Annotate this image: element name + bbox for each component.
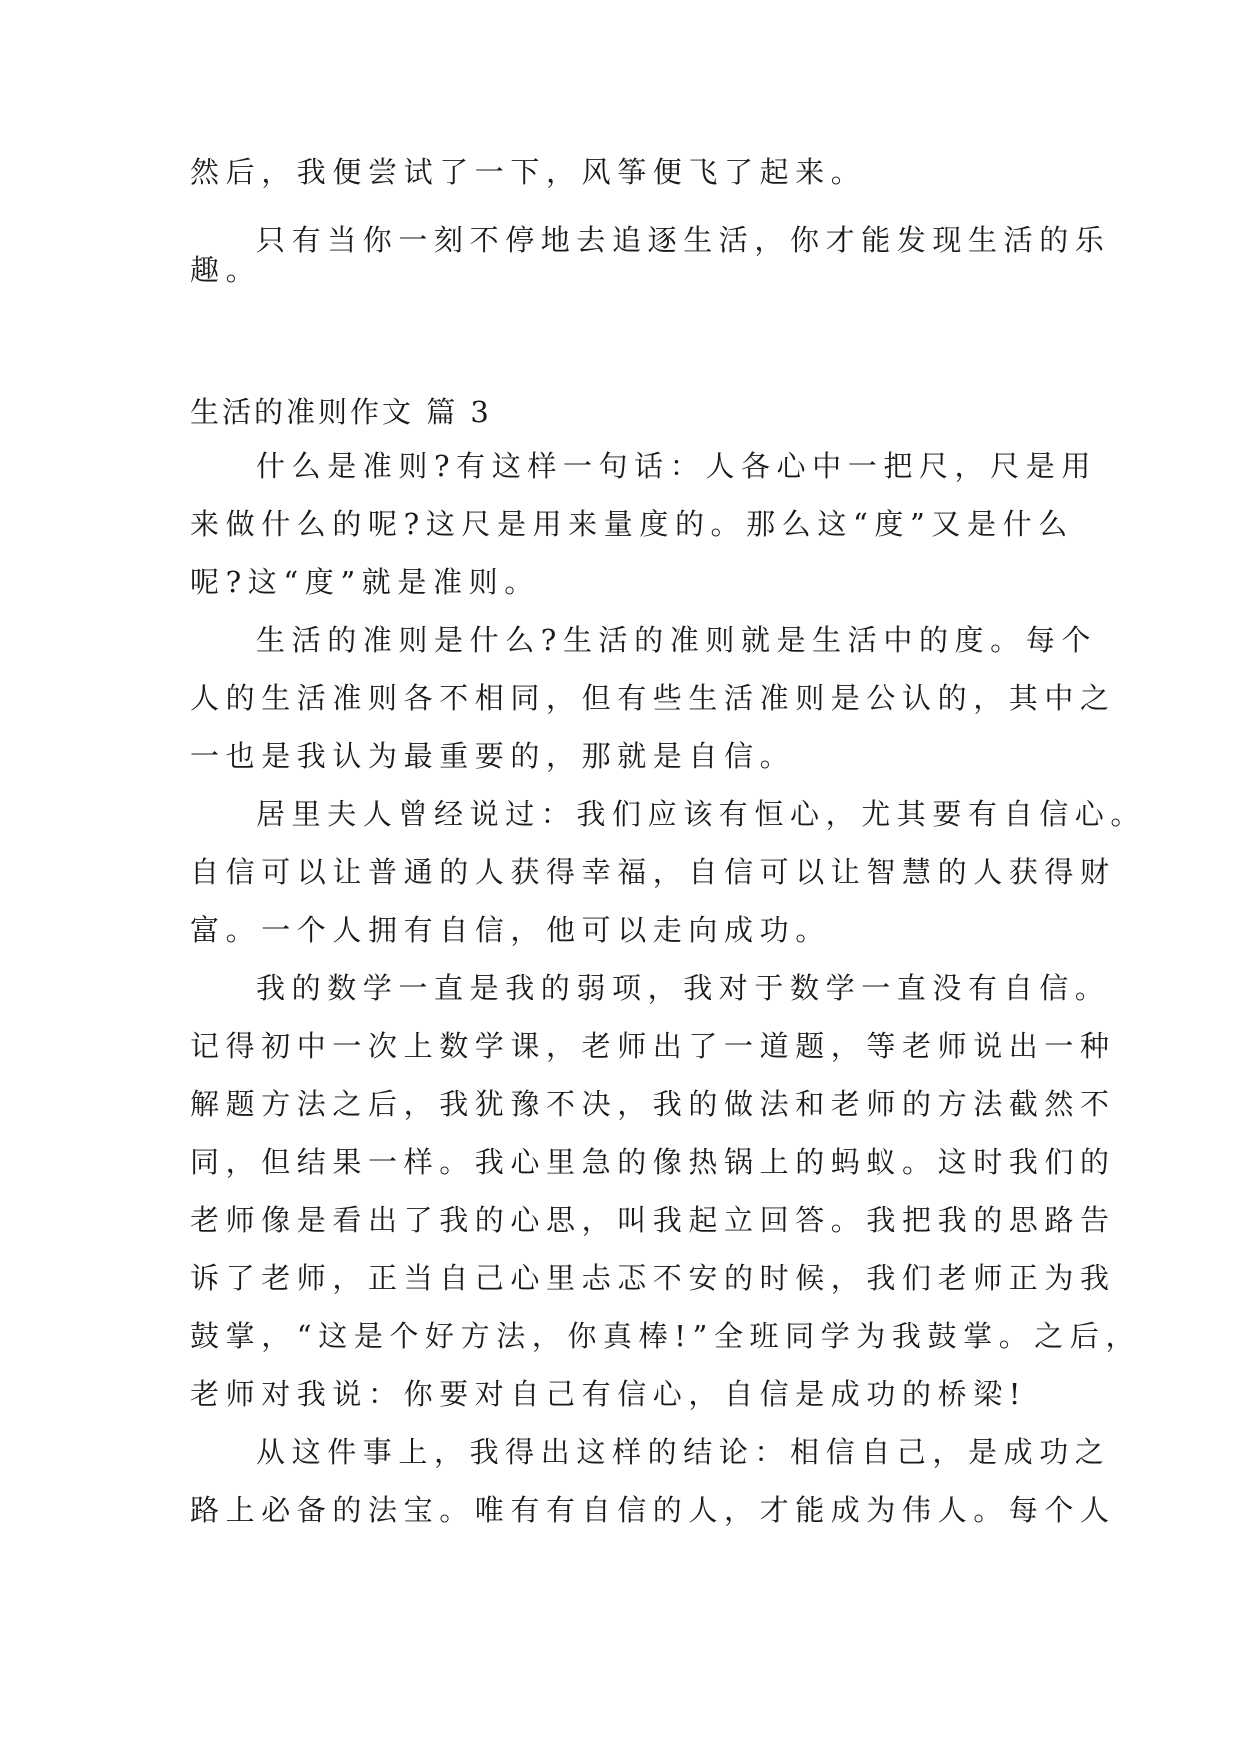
paragraph-line: 然后，我便尝试了一下，风筝便飞了起来。 (190, 155, 867, 189)
paragraph-line: 什么是准则?有这样一句话：人各心中一把尺，尺是用 (256, 449, 1097, 483)
paragraph-line: 呢?这“度”就是准则。 (190, 565, 540, 599)
paragraph-line: 人的生活准则各不相同，但有些生活准则是公认的，其中之 (190, 681, 1116, 715)
paragraph-line: 自信可以让普通的人获得幸福，自信可以让智慧的人获得财 (190, 855, 1116, 889)
paragraph-line: 诉了老师，正当自己心里忐忑不安的时候，我们老师正为我 (190, 1261, 1116, 1295)
paragraph-line: 老师像是看出了我的心思，叫我起立回答。我把我的思路告 (190, 1203, 1116, 1237)
paragraph-line: 来做什么的呢?这尺是用来量度的。那么这“度”又是什么 (190, 507, 1074, 541)
paragraph-line: 富。一个人拥有自信，他可以走向成功。 (190, 913, 831, 947)
paragraph-line: 同，但结果一样。我心里急的像热锅上的蚂蚁。这时我们的 (190, 1145, 1116, 1179)
paragraph-line: 生活的准则是什么?生活的准则就是生活中的度。每个 (256, 623, 1097, 657)
section-heading: 生活的准则作文 篇 3 (190, 395, 492, 429)
paragraph-line: 我的数学一直是我的弱项，我对于数学一直没有自信。 (256, 971, 1111, 1005)
paragraph-line: 居里夫人曾经说过：我们应该有恒心，尤其要有自信心。 (256, 797, 1147, 831)
paragraph-line: 只有当你一刻不停地去追逐生活，你才能发现生活的乐 (256, 223, 1111, 257)
paragraph-line: 老师对我说：你要对自己有信心，自信是成功的桥梁! (190, 1377, 1028, 1411)
paragraph-line: 从这件事上，我得出这样的结论：相信自己，是成功之 (256, 1435, 1111, 1469)
paragraph-line: 解题方法之后，我犹豫不决，我的做法和老师的方法截然不 (190, 1087, 1116, 1121)
paragraph-line: 记得初中一次上数学课，老师出了一道题，等老师说出一种 (190, 1029, 1116, 1063)
paragraph-line: 路上必备的法宝。唯有有自信的人，才能成为伟人。每个人 (190, 1493, 1116, 1527)
paragraph-line: 鼓掌，“这是个好方法，你真棒!”全班同学为我鼓掌。之后， (190, 1319, 1142, 1353)
paragraph-line: 一也是我认为最重要的，那就是自信。 (190, 739, 796, 773)
paragraph-line: 趣。 (190, 253, 262, 287)
